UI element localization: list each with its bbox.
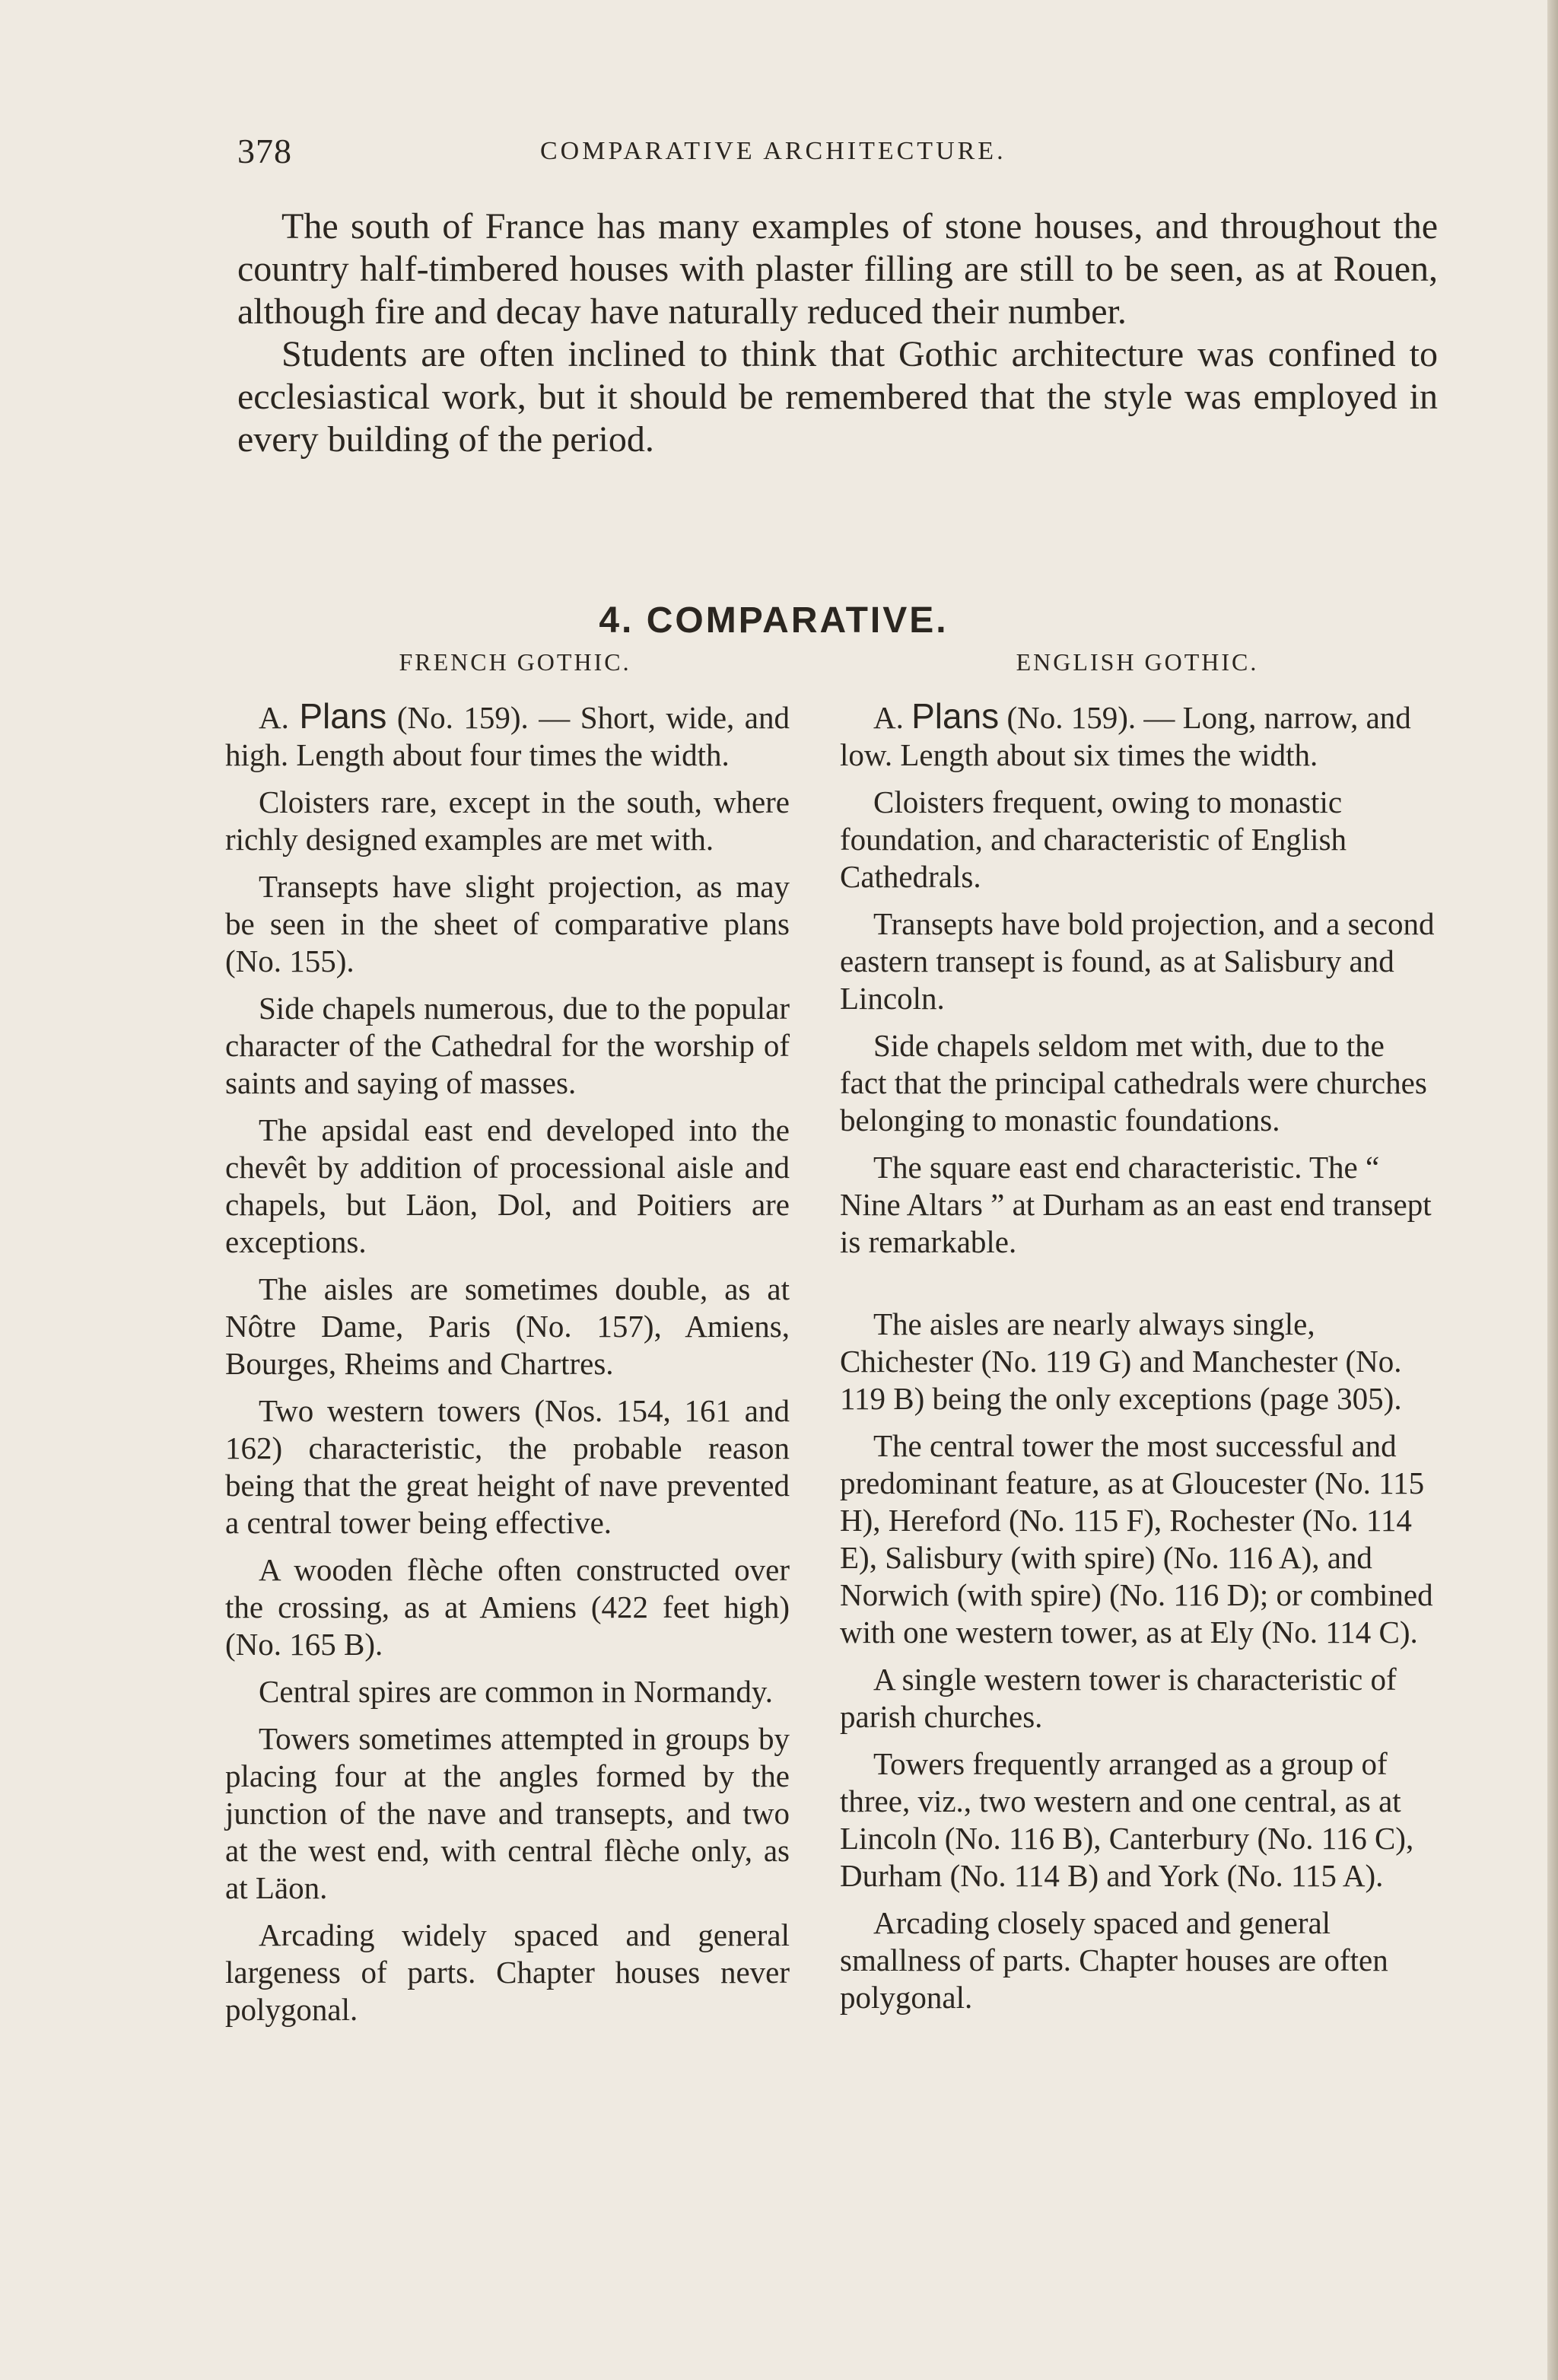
plans-heading: Plans [911, 696, 1000, 736]
list-item: Towers sometimes attempted in groups by placing four at the angles formed by the junction of the nave and transepts, and two at the west end, with central flèche only, as at Läon. [225, 1721, 790, 1905]
list-item: The aisles are sometimes double, as at Nôtre Dame, Paris (No. 157), Amiens, Bourges, Rheims and Chartres. [225, 1271, 790, 1381]
intro-paragraph: Students are often inclined to think that Gothic architecture was confined to ecclesiastical work, but it should be remembered that the style was employed in every building of the period. [237, 334, 1438, 460]
running-title: COMPARATIVE ARCHITECTURE. [540, 137, 1006, 165]
entry-letter: A. [259, 700, 289, 735]
english-gothic-column [840, 644, 1435, 2026]
intro-text [237, 205, 1438, 461]
list-item: Side chapels seldom met with, due to the fact that the principal cathedrals were churches belonging to monastic foundations. [840, 1028, 1427, 1138]
section-heading: 4. COMPARATIVE. [599, 600, 949, 641]
intro-paragraph: The south of France has many examples of stone houses, and throughout the country half-timbered houses with plaster filling are still to be seen, as at Rouen, although fire and decay have naturally reduced their number. [237, 206, 1438, 332]
list-item: The central tower the most successful and predominant feature, as at Gloucester (No. 115 H), Hereford (No. 115 F), Rochester (No. 114 E), Salisbury (with spire) (No. 116 A), and Norwich (with spire) (No. 116 D); or combined with one western tower, as at Ely (No. 114 C). [840, 1428, 1433, 1650]
list-item: Arcading closely spaced and general smallness of parts. Chapter houses are often polygonal. [840, 1905, 1388, 2015]
list-item: The apsidal east end developed into the chevêt by addition of processional aisle and chapels, but Läon, Dol, and Poitiers are exceptions. [225, 1112, 790, 1259]
list-item: Towers frequently arranged as a group of three, viz., two western and one central, as at Lincoln (No. 116 B), Canterbury (No. 116 C), Durham (No. 114 B) and York (No. 115 A). [840, 1746, 1414, 1893]
list-item: Side chapels numerous, due to the popular character of the Cathedral for the worship of saints and saying of masses. [225, 991, 790, 1100]
list-item: A wooden flèche often constructed over the crossing, as at Amiens (422 feet high) (No. 165 B). [225, 1552, 790, 1662]
list-item: Cloisters rare, except in the south, where richly designed examples are met with. [225, 784, 790, 857]
french-gothic-column [225, 644, 790, 2038]
entry-letter: A. [873, 700, 904, 735]
list-item: A single western tower is characteristic of parish churches. [840, 1662, 1397, 1734]
plans-entry [225, 698, 790, 774]
plans-entry [840, 698, 1435, 774]
list-item: Transepts have bold projection, and a second eastern transept is found, as at Salisbury and Lincoln. [840, 906, 1435, 1016]
list-item: Arcading widely spaced and general largeness of parts. Chapter houses never polygonal. [225, 1917, 790, 2027]
plans-text: (No. 159). — Long, narrow, and low. Length about six times the width. [840, 700, 1411, 772]
list-item: The aisles are nearly always single, Chichester (No. 119 G) and Manchester (No. 119 B) being the only exceptions (page 305). [840, 1306, 1402, 1416]
list-item: Transepts have slight projection, as may be seen in the sheet of comparative plans (No. 155). [225, 869, 790, 978]
spacer [840, 1271, 1435, 1306]
list-item: Two western towers (Nos. 154, 161 and 162) characteristic, the probable reason being that the great height of nave prevented a central tower being effective. [225, 1393, 790, 1540]
plans-text: (No. 159). — Short, wide, and high. Length about four times the width. [225, 700, 790, 772]
list-item: The square east end characteristic. The “ Nine Altars ” at Durham as an east end transept is remarkable. [840, 1150, 1432, 1259]
page-edge [1547, 0, 1558, 2380]
plans-heading: Plans [299, 696, 387, 736]
list-item: Cloisters frequent, owing to monastic foundation, and characteristic of English Cathedrals. [840, 784, 1347, 894]
column-heading: ENGLISH GOTHIC. [1016, 648, 1259, 676]
column-heading: FRENCH GOTHIC. [399, 648, 631, 676]
list-item: Central spires are common in Normandy. [259, 1674, 773, 1709]
page-header [237, 131, 1439, 177]
page-number: 378 [237, 132, 292, 170]
